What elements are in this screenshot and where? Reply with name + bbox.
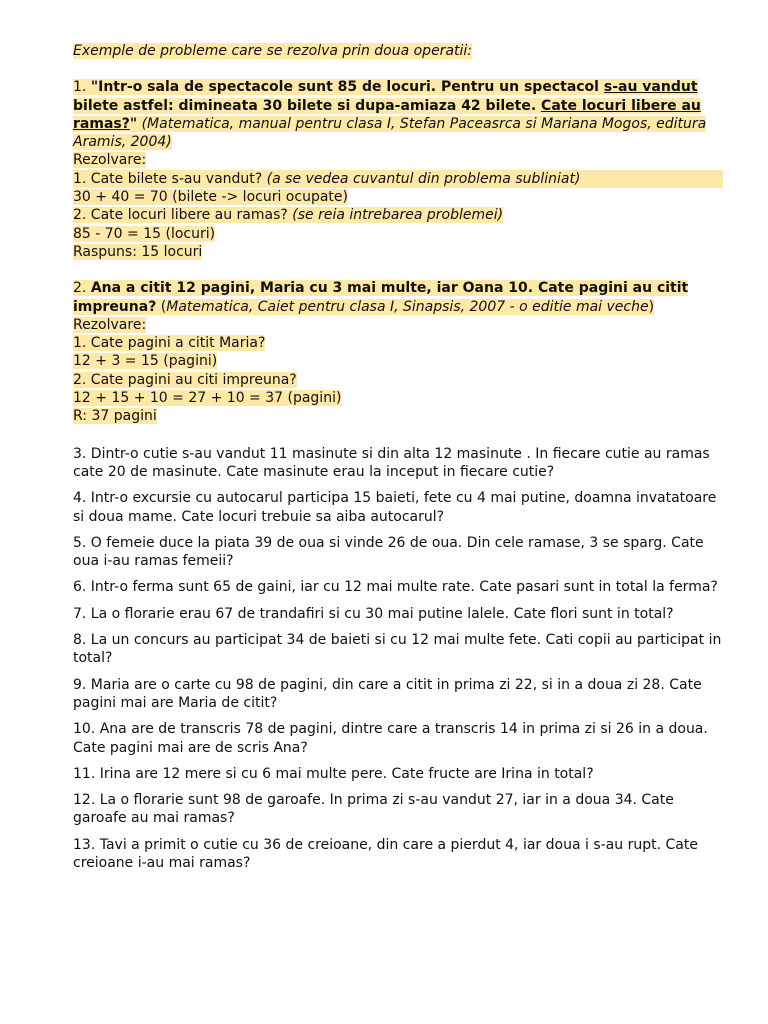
problem-2-step-1: 1. Cate pagini a citit Maria?: [73, 335, 266, 352]
problem-1-answer: Raspuns: 15 locuri: [73, 243, 203, 260]
problem-list: [73, 445, 725, 873]
problem-12: 12. La o florarie sunt 98 de garoafe. In prima zi s-au vandut 27, iar in a doua 34. Cate garoafe au mai ramas?: [73, 792, 674, 827]
problem-1-rezolvare: Rezolvare:: [73, 152, 147, 169]
problem-11: 11. Irina are 12 mere si cu 6 mai multe pere. Cate fructe are Irina in total?: [73, 765, 594, 782]
problem-9: 9. Maria are o carte cu 98 de pagini, din care a citit in prima zi 22, si in a doua zi 28. Cate pagini mai are Maria de citit?: [73, 676, 702, 711]
problem-1-text-a: "Intr-o sala de spectacole sunt 85 de locuri. Pentru un spectacol: [90, 79, 604, 96]
problem-1-text-e: ": [129, 115, 138, 132]
problem-1-step-2: 2. Cate locuri libere au ramas? (se reia intrebarea problemei): [73, 207, 504, 224]
problem-2-calc-1: 12 + 3 = 15 (pagini): [73, 353, 218, 370]
problem-1-text-c: bilete astfel: dimineata 30 bilete si dupa-amiaza 42 bilete.: [73, 97, 542, 114]
problem-1-statement: [73, 78, 725, 151]
problem-3: 3. Dintr-o cutie s-au vandut 11 masinute si din alta 12 masinute . In fiecare cutie au ramas cate 20 de masinute. Cate masinute erau la inceput in fiecare cutie?: [73, 445, 710, 480]
problem-1-source: (Matematica, manual pentru clasa I, Stefan Paceasrca si Mariana Mogos, editura Aramis, 2004): [73, 115, 707, 151]
problem-8: 8. La un concurs au participat 34 de baieti si cu 12 mai multe fete. Cati copii au participat in total?: [73, 632, 722, 667]
problem-4: 4. Intr-o excursie cu autocarul participa 15 baieti, fete cu 4 mai putine, doamna invatatoare si doua mame. Cate locuri trebuie sa aiba autocarul?: [73, 490, 717, 525]
problem-2: [73, 279, 725, 425]
problem-13: 13. Tavi a primit o cutie cu 36 de creioane, din care a pierdut 4, iar doua i s-au rupt. Cate creioane i-au mai ramas?: [73, 836, 698, 871]
problem-10: 10. Ana are de transcris 78 de pagini, dintre care a transcris 14 in prima zi si 26 in a doua. Cate pagini mai are de scris Ana?: [73, 721, 708, 756]
intro-line: [73, 42, 725, 60]
problem-2-rezolvare: Rezolvare:: [73, 316, 147, 333]
problem-1-step-1: 1. Cate bilete s-au vandut? (a se vedea cuvantul din problema subliniat): [73, 170, 725, 188]
problem-2-calc-2: 12 + 15 + 10 = 27 + 10 = 37 (pagini): [73, 390, 342, 407]
problem-7: 7. La o florarie erau 67 de trandafiri si cu 30 mai putine lalele. Cate flori sunt in total?: [73, 605, 674, 622]
intro-text: Exemple de probleme care se rezolva prin doua operatii:: [73, 43, 473, 59]
problem-6: 6. Intr-o ferma sunt 65 de gaini, iar cu 12 mai multe rate. Cate pasari sunt in total la ferma?: [73, 579, 718, 596]
problem-2-number: 2.: [73, 280, 91, 297]
problem-1-calc-2: 85 - 70 = 15 (locuri): [73, 225, 216, 242]
problem-2-source: Matematica, Caiet pentru clasa I, Sinapsis, 2007 - o editie mai veche: [166, 298, 649, 315]
problem-2-step-2: 2. Cate pagini au citi impreuna?: [73, 371, 297, 388]
problem-1-number: 1.: [73, 79, 91, 96]
problem-1: [73, 78, 725, 261]
problem-2-answer: R: 37 pagini: [73, 408, 157, 425]
problem-2-statement: 2. Ana a citit 12 pagini, Maria cu 3 mai multe, iar Oana 10. Cate pagini au citit impreuna? (Matematica, Caiet pentru clasa I, Sinapsis, 2007 - o editie mai veche): [73, 280, 689, 315]
problem-5: 5. O femeie duce la piata 39 de oua si vinde 26 de oua. Din cele ramase, 3 se sparg. Cate oua i-au ramas femeii?: [73, 534, 704, 570]
document-content: [73, 42, 725, 880]
problem-1-question-underlined: Cate locuri libere au ramas?: [73, 97, 701, 132]
problem-2-text: Ana a citit 12 pagini, Maria cu 3 mai multe, iar Oana 10. Cate pagini au citit impreuna?: [73, 280, 689, 315]
problem-1-text-underlined: s-au vandut: [603, 79, 698, 96]
problem-1-calc-1: 30 + 40 = 70 (bilete -> locuri ocupate): [73, 189, 348, 206]
